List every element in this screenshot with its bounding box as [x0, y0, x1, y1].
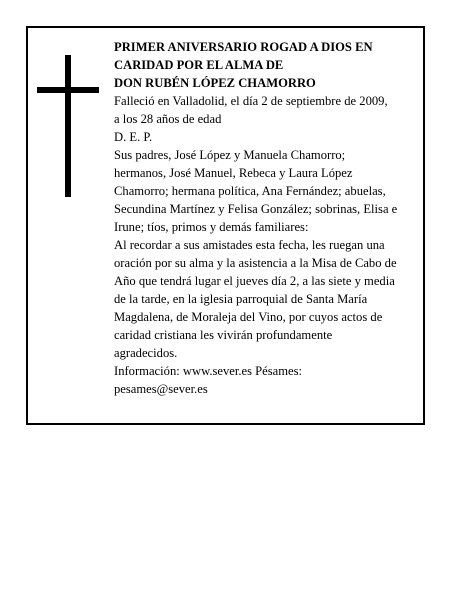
mass-info-line-3: Año que tendrá lugar el jueves día 2, a las siete y media: [114, 274, 395, 288]
dep-line: D. E. P.: [114, 130, 153, 144]
mass-info-line-7: agradecidos.: [114, 346, 178, 360]
mass-info-line-5: Magdalena, de Moraleja del Vino, por cuyos actos de: [114, 310, 383, 324]
death-info-line-2: a los 28 años de edad: [114, 112, 222, 126]
heading-line-3: DON RUBÉN LÓPEZ CHAMORRO: [114, 76, 316, 90]
family-line-2: hermanos, José Manuel, Rebeca y Laura López: [114, 166, 353, 180]
obituary-text: [114, 38, 420, 398]
contact-line-2: pesames@sever.es: [114, 382, 208, 396]
mass-info-line-4: de la tarde, en la iglesia parroquial de Santa María: [114, 292, 368, 306]
family-line-5: Irune; tíos, primos y demás familiares:: [114, 220, 309, 234]
heading-line-2: CARIDAD POR EL ALMA DE: [114, 58, 284, 72]
cross-horizontal-bar: [37, 87, 99, 93]
death-info-line-1: Falleció en Valladolid, el día 2 de septiembre de 2009,: [114, 94, 388, 108]
mass-info-line-1: Al recordar a sus amistades esta fecha, les ruegan una: [114, 238, 385, 252]
cross-vertical-bar: [65, 55, 71, 197]
heading-line-1: PRIMER ANIVERSARIO ROGAD A DIOS EN: [114, 40, 373, 54]
family-line-3: Chamorro; hermana política, Ana Fernández; abuelas,: [114, 184, 386, 198]
contact-line-1: Información: www.sever.es Pésames:: [114, 364, 303, 378]
family-line-1: Sus padres, José López y Manuela Chamorro;: [114, 148, 346, 162]
mass-info-line-6: caridad cristiana les vivirán profundamente: [114, 328, 333, 342]
mass-info-line-2: oración por su alma y la asistencia a la Misa de Cabo de: [114, 256, 397, 270]
cross-icon: [37, 55, 99, 197]
family-line-4: Secundina Martínez y Felisa González; sobrinas, Elisa e: [114, 202, 398, 216]
